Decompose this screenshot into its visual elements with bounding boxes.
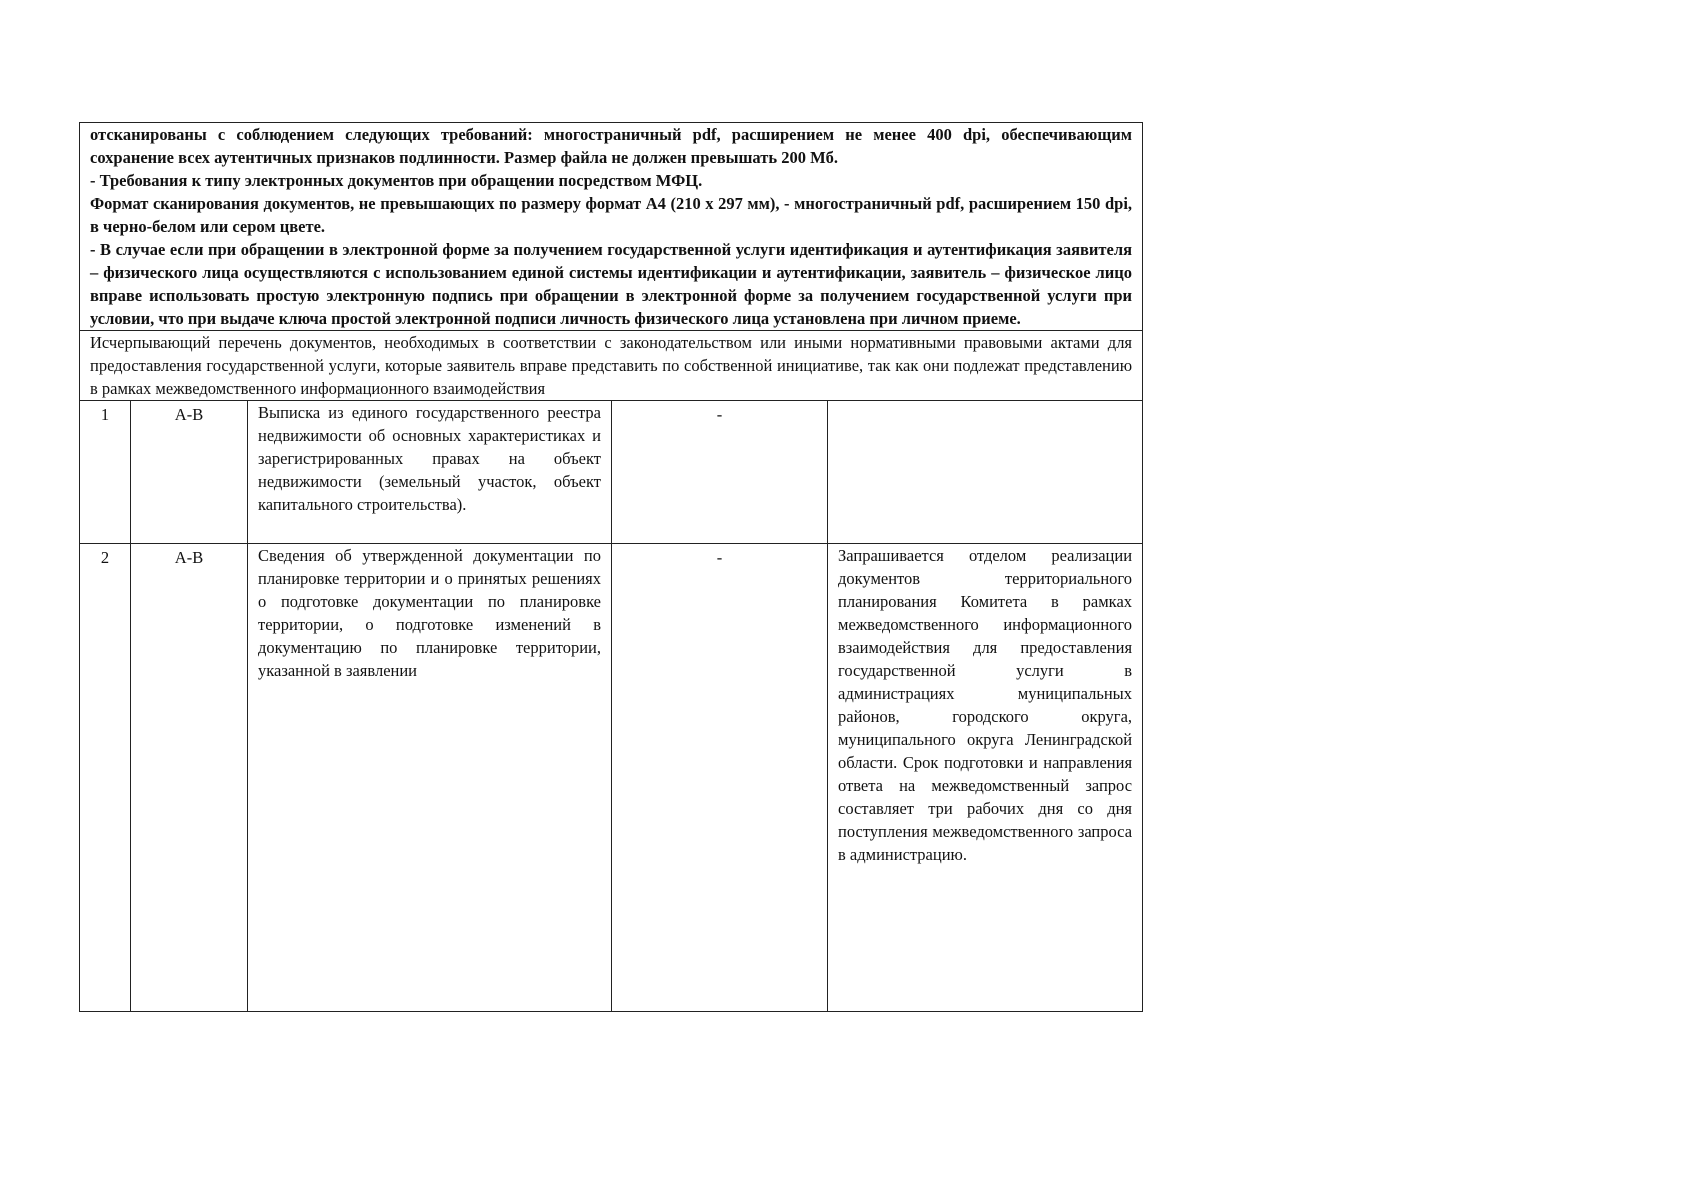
row-number: 1 <box>80 401 131 544</box>
row-number: 2 <box>80 544 131 1012</box>
section-heading-row <box>80 331 1143 401</box>
section-heading <box>80 331 1143 401</box>
requirements-paragraph: Формат сканирования документов, не превышающих по размеру формат А4 (210 х 297 мм), - многостраничный pdf, расширением 150 dpi, в черно-белом или сером цвете. <box>90 194 1133 236</box>
section-heading-text: Исчерпывающий перечень документов, необходимых в соответствии с законодательством или иными нормативными правовыми актами для предоставления государственной услуги, которые заявитель вправе представить по собственной инициативе, так как они подлежат представлению в рамках межведомственного информационного взаимодействия <box>90 333 1133 398</box>
applicant-category-code: А-В <box>131 544 248 1012</box>
table-row <box>80 401 1143 544</box>
requirements-paragraph: отсканированы с соблюдением следующих требований: многостраничный pdf, расширением не менее 400 dpi, обеспечивающим сохранение всех аутентичных признаков подлинности. Размер файла не должен превышать 200 Мб. <box>90 125 1133 167</box>
notes-text: Запрашивается отделом реализации документов территориального планирования Комитета в рамках межведомственного информационного взаимодействия для предоставления государственной услуги в администрациях муниципальных районов, городского округа, муниципального округа Ленинградской области. Срок подготовки и направления ответа на межведомственный запрос составляет три рабочих дня со дня поступления межведомственного запроса в администрацию. <box>838 546 1133 864</box>
document-name-cell <box>248 544 612 1012</box>
requirements-block <box>80 123 1143 331</box>
document-requirements: - <box>612 544 828 1012</box>
requirements-paragraph: - Требования к типу электронных документов при обращении посредством МФЦ. <box>90 171 703 190</box>
document-table <box>79 122 1143 1012</box>
document-name-cell <box>248 401 612 544</box>
requirements-row <box>80 123 1143 331</box>
notes-cell <box>828 401 1143 544</box>
table-row <box>80 544 1143 1012</box>
applicant-category-code: А-В <box>131 401 248 544</box>
document-name: Сведения об утвержденной документации по планировке территории и о принятых решениях о подготовке документации по планировке территории, о подготовке изменений в документацию по планировке территории, указанной в заявлении <box>258 546 601 680</box>
document-requirements: - <box>612 401 828 544</box>
notes-cell <box>828 544 1143 1012</box>
requirements-paragraph: - В случае если при обращении в электронной форме за получением государственной услуги идентификация и аутентификация заявителя – физического лица осуществляются с использованием единой системы идентификации и аутентификации, заявитель – физическое лицо вправе использовать простую электронную подпись при обращении в электронной форме за получением государственной услуги при условии, что при выдаче ключа простой электронной подписи личность физического лица установлена при личном приеме. <box>90 240 1133 328</box>
document-name: Выписка из единого государственного реестра недвижимости об основных характеристиках и зарегистрированных правах на объект недвижимости (земельный участок, объект капитального строительства). <box>258 403 601 514</box>
